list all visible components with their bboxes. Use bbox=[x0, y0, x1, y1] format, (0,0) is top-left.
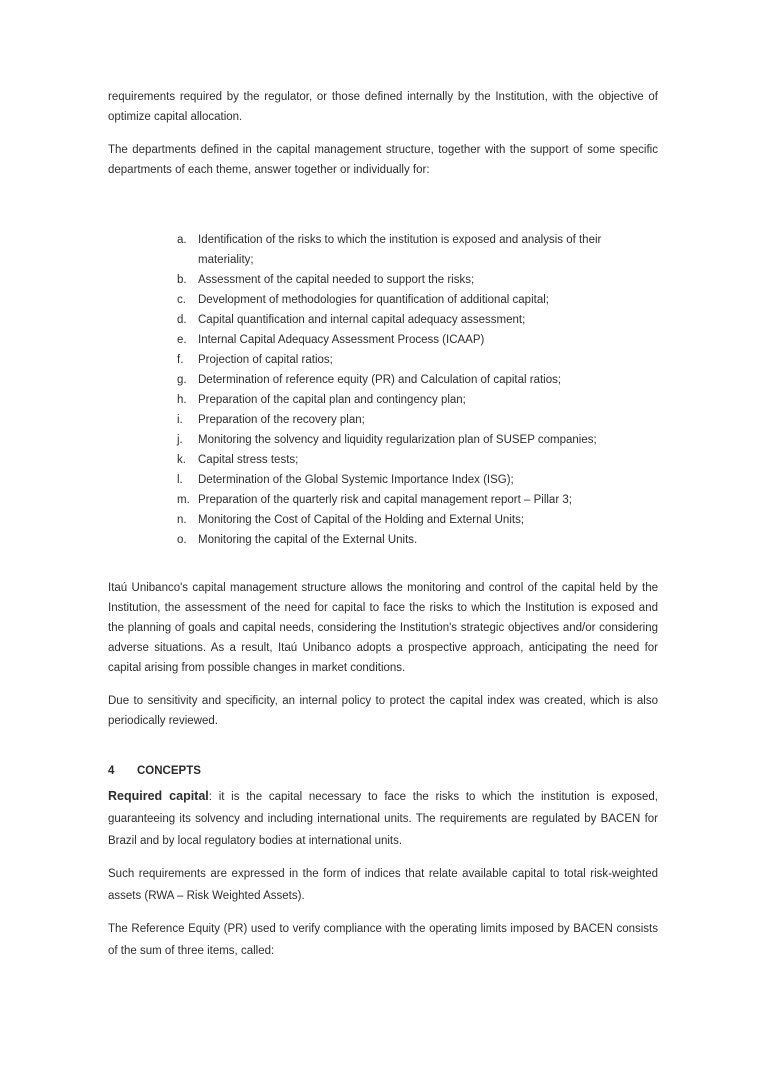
list-item bbox=[177, 290, 658, 310]
list-item-text: Projection of capital ratios; bbox=[198, 354, 333, 366]
section-heading-concepts bbox=[108, 761, 658, 781]
list-item-text: Identification of the risks to which the institution is exposed and analysis of their materiality; bbox=[198, 234, 602, 266]
list-item-label: a. bbox=[177, 234, 187, 246]
list-item bbox=[177, 510, 658, 530]
list-item-text: Preparation of the quarterly risk and capital management report – Pillar 3; bbox=[198, 494, 572, 506]
list-item-text: Development of methodologies for quantification of additional capital; bbox=[198, 294, 549, 306]
required-capital-term: Required capital bbox=[108, 789, 209, 803]
list-item-text: Capital stress tests; bbox=[198, 454, 299, 466]
list-item bbox=[177, 490, 658, 510]
list-item-label: m. bbox=[177, 494, 190, 506]
list-item-label: i. bbox=[177, 414, 183, 426]
section-title: CONCEPTS bbox=[137, 765, 201, 777]
list-item-label: n. bbox=[177, 514, 187, 526]
list-item-label: b. bbox=[177, 274, 187, 286]
list-item-label: g. bbox=[177, 374, 187, 386]
list-item-text: Monitoring the Cost of Capital of the Holding and External Units; bbox=[198, 514, 525, 526]
list-item bbox=[177, 270, 658, 290]
list-item-text: Determination of reference equity (PR) and Calculation of capital ratios; bbox=[198, 374, 562, 386]
list-item-text: Capital quantification and internal capital adequacy assessment; bbox=[198, 314, 526, 326]
list-item bbox=[177, 530, 658, 550]
list-item-text: Assessment of the capital needed to support the risks; bbox=[198, 274, 475, 286]
list-item bbox=[177, 230, 658, 270]
list-item-label: e. bbox=[177, 334, 187, 346]
paragraph-departments-intro: The departments defined in the capital management structure, together with the support of some specific departments of each theme, answer together or individually for: bbox=[108, 144, 658, 176]
list-item-label: k. bbox=[177, 454, 186, 466]
list-item-text: Preparation of the recovery plan; bbox=[198, 414, 365, 426]
list-item bbox=[177, 390, 658, 410]
list-item-label: d. bbox=[177, 314, 187, 326]
document-content bbox=[108, 0, 658, 962]
section-number: 4 bbox=[108, 765, 115, 777]
list-item-label: c. bbox=[177, 294, 186, 306]
paragraph-regulator-requirements: requirements required by the regulator, or those defined internally by the Institution, with the objective of optimize capital allocation. bbox=[108, 91, 658, 123]
list-item bbox=[177, 470, 658, 490]
paragraph-requirements-indices: Such requirements are expressed in the form of indices that relate available capital to total risk-weighted assets (RWA – Risk Weighted Assets). bbox=[108, 868, 658, 902]
list-item-text: Monitoring the solvency and liquidity regularization plan of SUSEP companies; bbox=[198, 434, 597, 446]
list-item-label: f. bbox=[177, 354, 184, 366]
list-item bbox=[177, 330, 658, 350]
paragraph-sensitivity: Due to sensitivity and specificity, an internal policy to protect the capital index was created, which is also periodically reviewed. bbox=[108, 695, 658, 727]
list-item-label: j. bbox=[177, 434, 183, 446]
list-item bbox=[177, 350, 658, 370]
list-item-label: l. bbox=[177, 474, 183, 486]
list-item bbox=[177, 310, 658, 330]
paragraph-capital-structure: Itaú Unibanco's capital management structure allows the monitoring and control of the capital held by the Institution, the assessment of the need for capital to face the risks to which the Institution is exposed and the planning of goals and capital needs, considering the Institution's strategic objectives and/or considering adverse situations. As a result, Itaú Unibanco adopts a prospective approach, anticipating the need for capital arising from possible changes in market conditions. bbox=[108, 582, 658, 674]
list-item bbox=[177, 430, 658, 450]
list-item bbox=[177, 370, 658, 390]
list-item-text: Monitoring the capital of the External Units. bbox=[198, 534, 418, 546]
paragraph-required-capital bbox=[108, 785, 658, 852]
list-item-text: Determination of the Global Systemic Importance Index (ISG); bbox=[198, 474, 514, 486]
required-capital-definition: : it is the capital necessary to face the risks to which the institution is exposed, guaranteeing its solvency and including international units. The requirements are regulated by BACEN for Brazil and by local regulatory bodies at international units. bbox=[108, 791, 658, 847]
list-item bbox=[177, 450, 658, 470]
list-item-label: h. bbox=[177, 394, 187, 406]
list-item-text: Preparation of the capital plan and contingency plan; bbox=[198, 394, 466, 406]
list-item-label: o. bbox=[177, 534, 187, 546]
list-item-text: Internal Capital Adequacy Assessment Process (ICAAP) bbox=[198, 334, 485, 346]
paragraph-reference-equity: The Reference Equity (PR) used to verify compliance with the operating limits imposed by BACEN consists of the sum of three items, called: bbox=[108, 923, 658, 957]
responsibilities-list bbox=[108, 230, 658, 550]
list-item bbox=[177, 410, 658, 430]
